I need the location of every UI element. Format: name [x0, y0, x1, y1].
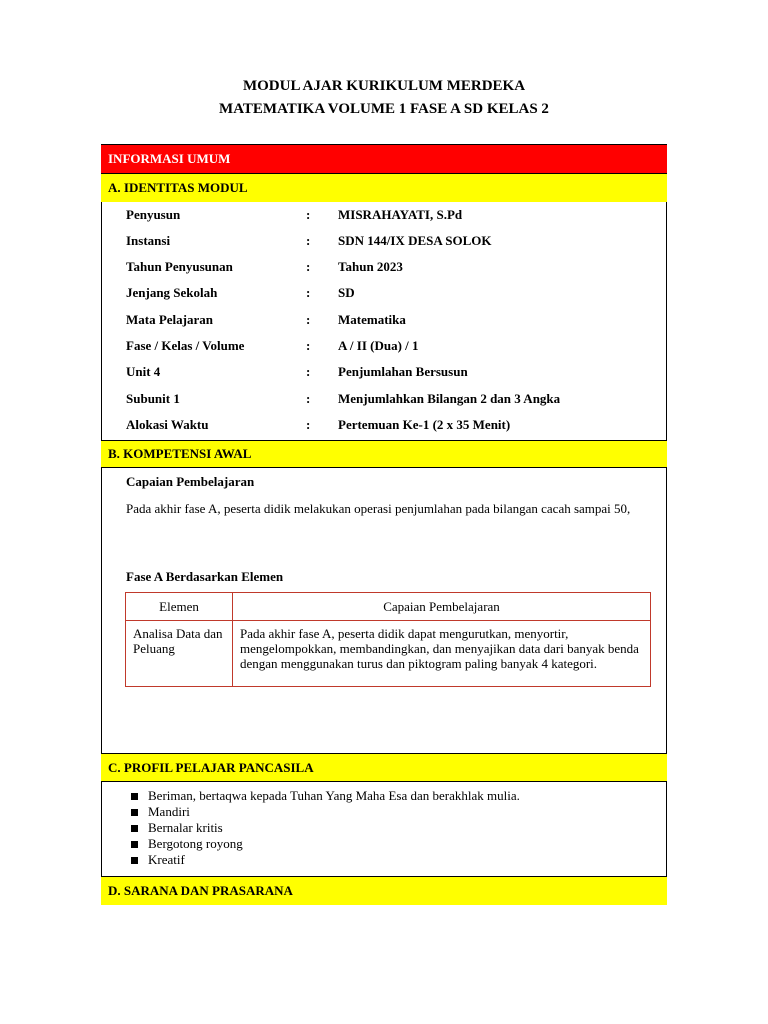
- identitas-row: [126, 259, 626, 277]
- section-a-header: A. IDENTITAS MODUL: [101, 173, 667, 202]
- identitas-label: Fase / Kelas / Volume: [126, 338, 245, 353]
- identitas-value: Matematika: [338, 312, 406, 327]
- list-item: [131, 804, 520, 820]
- identitas-value: Pertemuan Ke-1 (2 x 35 Menit): [338, 417, 511, 432]
- elemen-table: [125, 592, 651, 687]
- identitas-label: Instansi: [126, 233, 171, 248]
- identitas-row: [126, 364, 626, 382]
- informasi-umum-bar: INFORMASI UMUM: [101, 144, 667, 173]
- capaian-text: Pada akhir fase A, peserta didik melakukan operasi penjumlahan pada bilangan cacah sampai 50,: [126, 501, 631, 516]
- profil-item: Mandiri: [148, 804, 190, 819]
- table-header-elemen: Elemen: [126, 593, 233, 621]
- bullet-square-icon: [131, 825, 138, 832]
- identitas-label: Alokasi Waktu: [126, 417, 209, 432]
- list-item: [131, 852, 520, 868]
- profil-list: [131, 788, 520, 868]
- identitas-row: [126, 285, 626, 303]
- identitas-value: Penjumlahan Bersusun: [338, 364, 468, 379]
- identitas-value: MISRAHAYATI, S.Pd: [338, 207, 463, 222]
- bullet-square-icon: [131, 857, 138, 864]
- identitas-colon: :: [306, 259, 311, 274]
- list-item: [131, 788, 520, 804]
- bullet-square-icon: [131, 793, 138, 800]
- identitas-row: [126, 207, 626, 225]
- identitas-value: A / II (Dua) / 1: [338, 338, 419, 353]
- identitas-colon: :: [306, 338, 311, 353]
- fase-heading: Fase A Berdasarkan Elemen: [126, 569, 284, 584]
- identitas-row: [126, 391, 626, 409]
- identitas-colon: :: [306, 207, 311, 222]
- identitas-row: [126, 338, 626, 356]
- identitas-label: Tahun Penyusunan: [126, 259, 233, 274]
- identitas-value: SD: [338, 285, 355, 300]
- identitas-value: Menjumlahkan Bilangan 2 dan 3 Angka: [338, 391, 561, 406]
- identitas-colon: :: [306, 364, 311, 379]
- table-header-capaian: Capaian Pembelajaran: [233, 593, 651, 621]
- identitas-colon: :: [306, 391, 311, 406]
- identitas-row: [126, 233, 626, 251]
- section-d-header: D. SARANA DAN PRASARANA: [101, 876, 667, 905]
- section-b-header: B. KOMPETENSI AWAL: [101, 440, 667, 468]
- table-cell-elemen: Analisa Data dan Peluang: [126, 621, 233, 687]
- identitas-label: Mata Pelajaran: [126, 312, 214, 327]
- identitas-colon: :: [306, 312, 311, 327]
- identitas-colon: :: [306, 285, 311, 300]
- bullet-square-icon: [131, 841, 138, 848]
- identitas-colon: :: [306, 417, 311, 432]
- identitas-colon: :: [306, 233, 311, 248]
- identitas-value: Tahun 2023: [338, 259, 403, 274]
- identitas-label: Jenjang Sekolah: [126, 285, 218, 300]
- profil-item: Kreatif: [148, 852, 185, 867]
- table-cell-capaian: Pada akhir fase A, peserta didik dapat mengurutkan, menyortir, mengelompokkan, membandingkan, dan menyajikan data dari banyak benda dengan menggunakan turus dan piktogram paling banyak 4 kategori.: [233, 621, 651, 687]
- identitas-value: SDN 144/IX DESA SOLOK: [338, 233, 492, 248]
- document-title-line-2: MATEMATIKA VOLUME 1 FASE A SD KELAS 2: [219, 101, 549, 117]
- identitas-label: Subunit 1: [126, 391, 180, 406]
- identitas-row: [126, 417, 626, 435]
- list-item: [131, 836, 520, 852]
- identitas-label: Unit 4: [126, 364, 161, 379]
- table-row: [126, 621, 651, 687]
- profil-item: Bergotong royong: [148, 836, 243, 851]
- section-c-header: C. PROFIL PELAJAR PANCASILA: [101, 753, 667, 782]
- list-item: [131, 820, 520, 836]
- identitas-row: [126, 312, 626, 330]
- document-title-line-1: MODUL AJAR KURIKULUM MERDEKA: [242, 78, 526, 94]
- profil-item: Bernalar kritis: [148, 820, 223, 835]
- identitas-label: Penyusun: [126, 207, 181, 222]
- profil-item: Beriman, bertaqwa kepada Tuhan Yang Maha Esa dan berakhlak mulia.: [148, 788, 520, 803]
- table-header-row: [126, 593, 651, 621]
- bullet-square-icon: [131, 809, 138, 816]
- capaian-heading: Capaian Pembelajaran: [126, 474, 255, 489]
